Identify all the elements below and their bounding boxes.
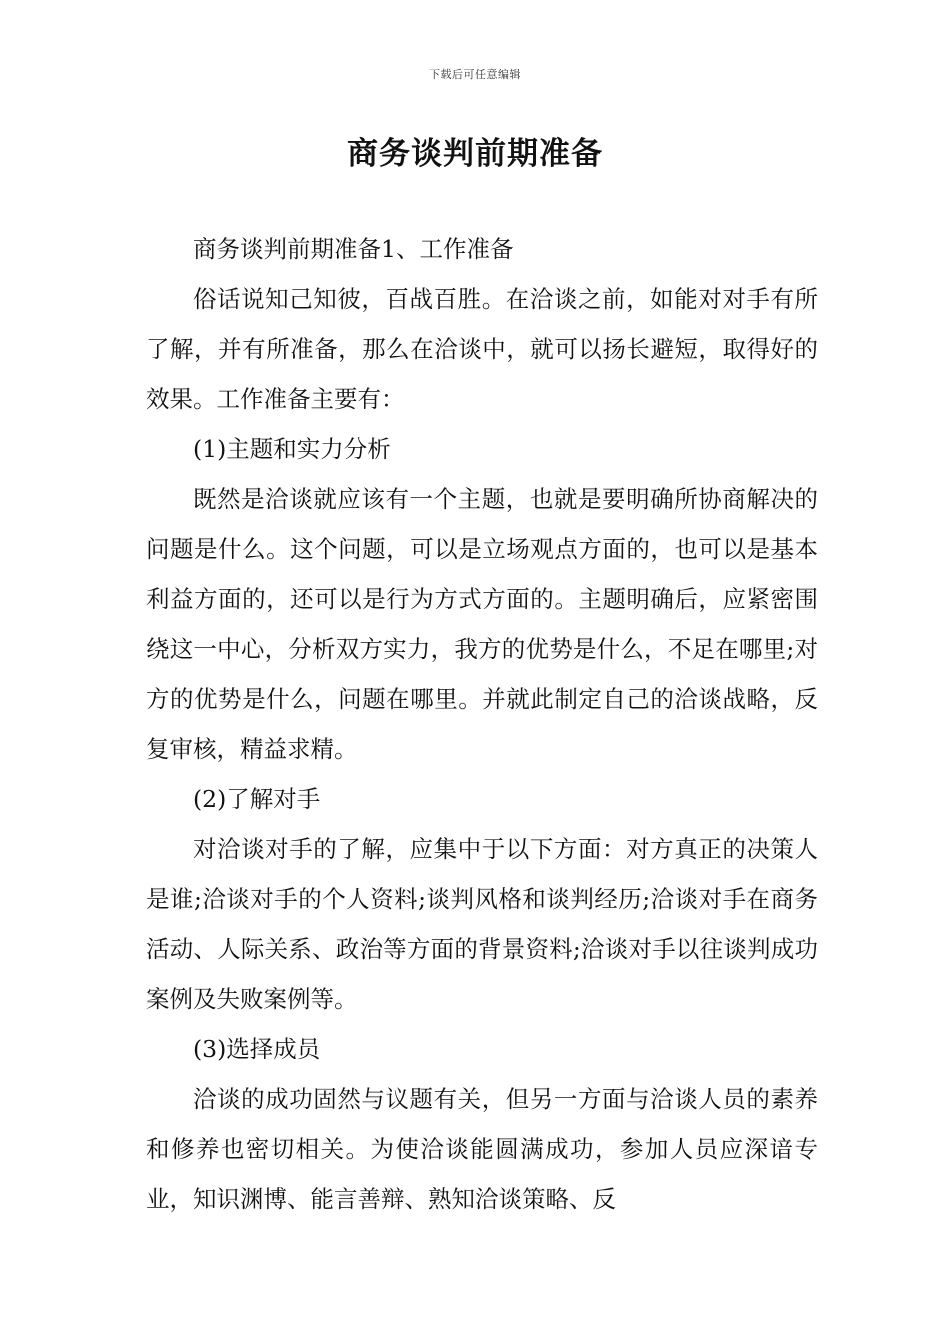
paragraph-subheading-2: (2)了解对手 [193,785,321,813]
document-title: 商务谈判前期准备 [347,136,603,172]
paragraph-intro: 俗话说知己知彼，百战百胜。在洽谈之前，如能对对手有所了解，并有所准备，那么在洽谈中，就可以扬长避短，取得好的效果。工作准备主要有： [146,285,818,413]
paragraph-subheading-3: (3)选择成员 [193,1035,321,1063]
paragraph-know-opponent: 对洽谈对手的了解，应集中于以下方面：对方真正的决策人是谁;洽谈对手的个人资料;谈判风格和谈判经历;洽谈对手在商务活动、人际关系、政治等方面的背景资料;洽谈对手以往谈判成功案例及失败案例等。 [146,835,818,1013]
header-note: 下载后可任意编辑 [429,68,521,81]
document-body [146,224,818,1224]
paragraph-subheading-1: (1)主题和实力分析 [193,435,391,463]
paragraph-section-heading: 商务谈判前期准备1、工作准备 [193,235,514,263]
paragraph-select-members: 洽谈的成功固然与议题有关，但另一方面与洽谈人员的素养和修养也密切相关。为使洽谈能圆满成功，参加人员应深谙专业，知识渊博、能言善辩、熟知洽谈策略、反 [146,1085,818,1213]
paragraph-topic-analysis: 既然是洽谈就应该有一个主题，也就是要明确所协商解决的问题是什么。这个问题，可以是立场观点方面的，也可以是基本利益方面的，还可以是行为方式方面的。主题明确后，应紧密围绕这一中心，分析双方实力，我方的优势是什么，不足在哪里;对方的优势是什么，问题在哪里。并就此制定自己的洽谈战略，反复审核，精益求精。 [146,485,818,763]
